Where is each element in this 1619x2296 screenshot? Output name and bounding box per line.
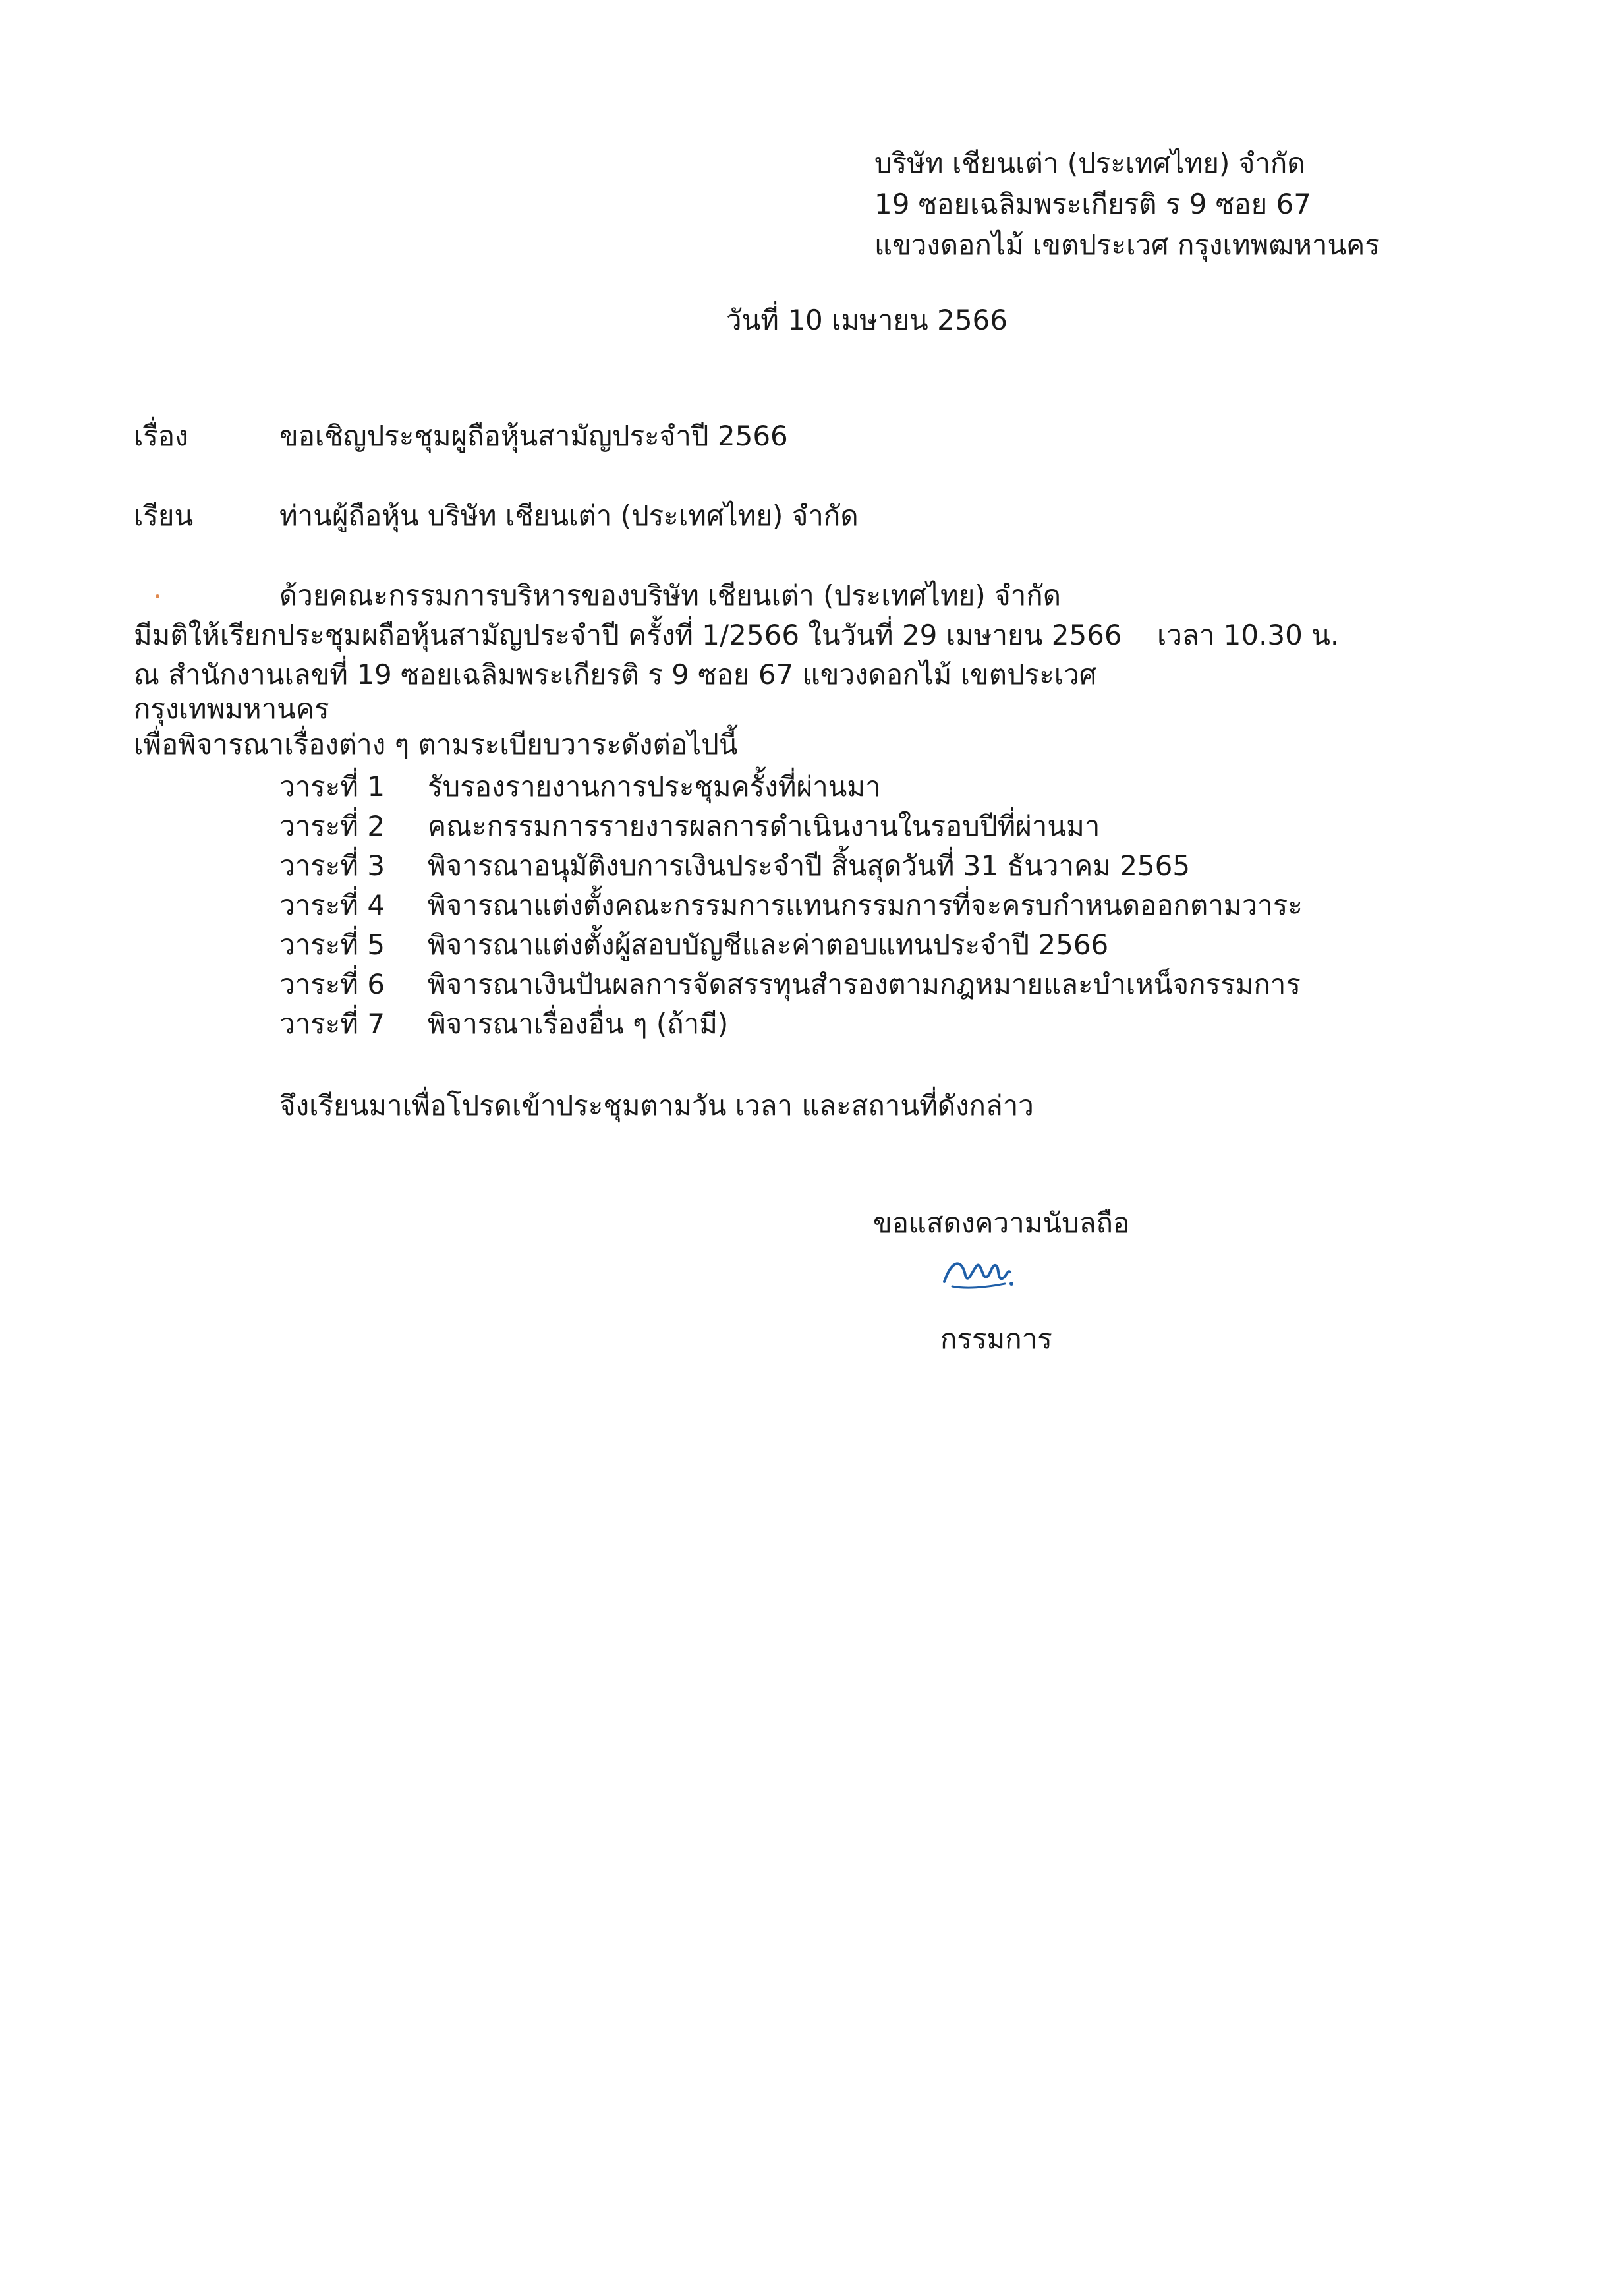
subject-label: เรื่อง — [134, 420, 188, 452]
agenda-number: วาระที่ 7 — [279, 1008, 385, 1040]
agenda-number: วาระที่ 1 — [279, 770, 385, 803]
body-line-5: เพื่อพิจารณาเรื่องต่าง ๆ ตามระเบียบวาระดังต่อไปนี้ — [134, 728, 738, 761]
agenda-item — [279, 886, 1303, 925]
agenda-item — [279, 807, 1100, 846]
to-label: เรียน — [134, 500, 194, 532]
body-line-2: มีมติให้เรียกประชุมผถือหุ้นสามัญประจำปี ครั้งที่ 1/2566 ในวันที่ 29 เมษายน 2566 เวลา 10.30 น. — [134, 619, 1340, 651]
agenda-item — [279, 925, 1108, 965]
body-line-3: ณ สำนักงานเลขที่ 19 ซอยเฉลิมพระเกียรติ ร 9 ซอย 67 แขวงดอกไม้ เขตประเวศ — [134, 658, 1097, 691]
agenda-number: วาระที่ 2 — [279, 810, 385, 842]
signature — [939, 1246, 1018, 1305]
agenda-number: วาระที่ 4 — [279, 889, 385, 921]
stray-mark — [156, 594, 159, 598]
body-line-1: ด้วยคณะกรรมการบริหารของบริษัท เชียนเต่า (ประเทศไทย) จำกัด — [279, 579, 1061, 612]
agenda-text: คณะกรรมการรายงารผลการดำเนินงานในรอบปีที่ผ่านมา — [428, 810, 1100, 842]
agenda-text: พิจารณาเงินปันผลการจัดสรรทุนสำรองตามกฎหมายและบำเหน็จกรรมการ — [428, 968, 1301, 1000]
agenda-item — [279, 1004, 728, 1044]
to-text: ท่านผู้ถือหุ้น บริษัท เชียนเต่า (ประเทศไทย) จำกัด — [279, 500, 859, 532]
subject-text: ขอเชิญประชุมผูถือหุ้นสามัญประจำปี 2566 — [279, 420, 788, 452]
agenda-number: วาระที่ 5 — [279, 929, 385, 961]
letter-date: วันที่ 10 เมษายน 2566 — [726, 304, 1008, 336]
agenda-item — [279, 767, 881, 807]
signer-title: กรรมการ — [940, 1323, 1052, 1355]
closing-line: จึงเรียนมาเพื่อโปรดเข้าประชุมตามวัน เวลา และสถานที่ดังกล่าว — [279, 1089, 1034, 1122]
agenda-text: รับรองรายงานการประชุมครั้งที่ผ่านมา — [428, 770, 881, 803]
agenda-text: พิจารณาแต่งตั้งคณะกรรมการแทนกรรมการที่จะครบกำหนดออกตามวาระ — [428, 889, 1303, 921]
closing-salutation: ขอแสดงความนับลถือ — [873, 1207, 1130, 1239]
agenda-item — [279, 846, 1190, 886]
agenda-number: วาระที่ 6 — [279, 968, 385, 1000]
agenda-number: วาระที่ 3 — [279, 849, 385, 882]
agenda-text: พิจารณาอนุมัติงบการเงินประจำปี สิ้นสุดวันที่ 31 ธันวาคม 2565 — [428, 849, 1191, 882]
signature-scribble — [939, 1246, 1018, 1298]
agenda-text: พิจารณาแต่งตั้งผู้สอบบัญชีและค่าตอบแทนประจำปี 2566 — [428, 929, 1109, 961]
agenda-item — [279, 965, 1301, 1004]
sender-address-line2: แขวงดอกไม้ เขตประเวศ กรุงเทพฒหานคร — [874, 229, 1380, 261]
sender-company: บริษัท เชียนเต่า (ประเทศไทย) จำกัด — [874, 147, 1305, 179]
agenda-text: พิจารณาเรื่องอื่น ๆ (ถ้ามี) — [428, 1008, 729, 1040]
body-line-4: กรุงเทพมหานคร — [134, 693, 329, 725]
sender-address-line1: 19 ซอยเฉลิมพระเกียรติ ร 9 ซอย 67 — [874, 188, 1312, 220]
